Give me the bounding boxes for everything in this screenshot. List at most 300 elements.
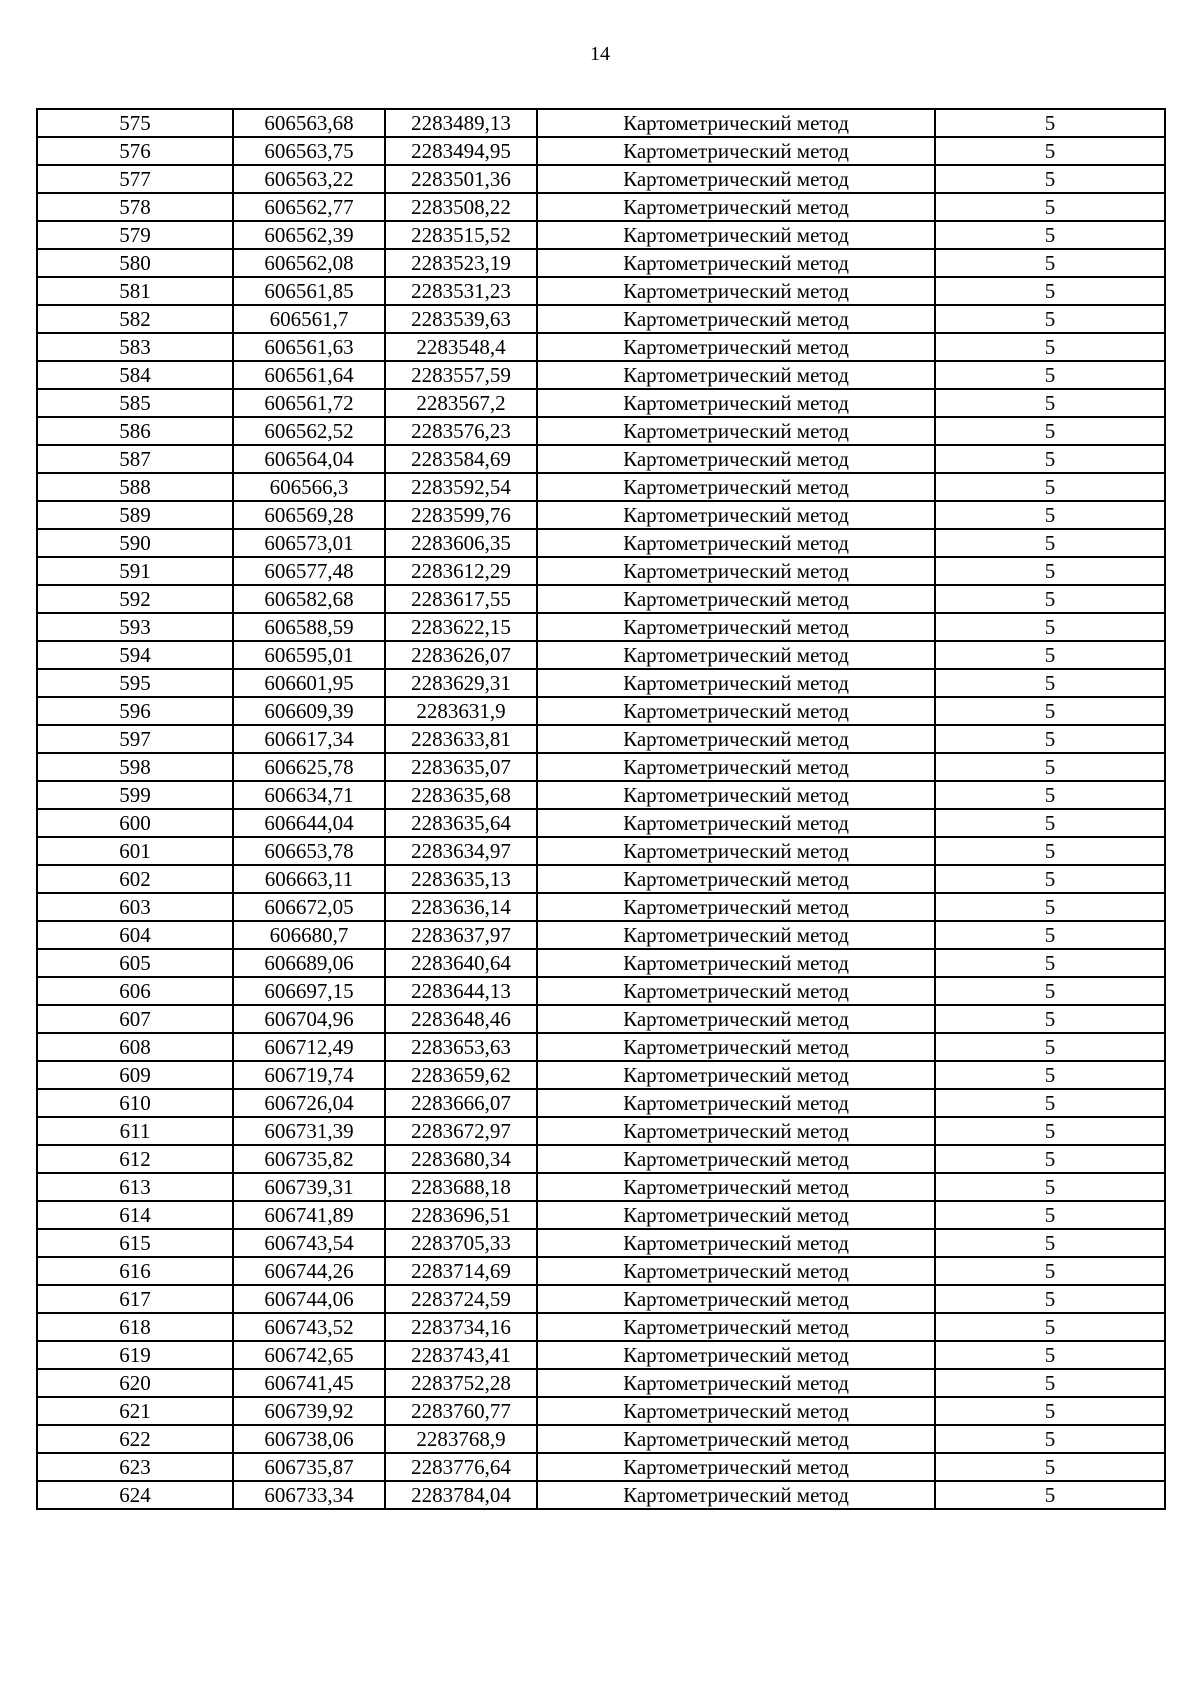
y-coordinate-cell: 2283724,59 [385, 1285, 537, 1313]
table-row [37, 1481, 1165, 1509]
point-number-cell: 622 [37, 1425, 233, 1453]
table-row [37, 977, 1165, 1005]
accuracy-cell: 5 [935, 725, 1165, 753]
point-number-cell: 591 [37, 557, 233, 585]
point-number-cell: 583 [37, 333, 233, 361]
y-coordinate-cell: 2283635,07 [385, 753, 537, 781]
point-number-cell: 608 [37, 1033, 233, 1061]
y-coordinate-cell: 2283584,69 [385, 445, 537, 473]
y-coordinate-cell: 2283489,13 [385, 109, 537, 137]
accuracy-cell: 5 [935, 809, 1165, 837]
point-number-cell: 618 [37, 1313, 233, 1341]
method-cell: Картометрический метод [537, 1005, 935, 1033]
table-row [37, 865, 1165, 893]
point-number-cell: 589 [37, 501, 233, 529]
accuracy-cell: 5 [935, 417, 1165, 445]
y-coordinate-cell: 2283531,23 [385, 277, 537, 305]
table-row [37, 1033, 1165, 1061]
accuracy-cell: 5 [935, 249, 1165, 277]
x-coordinate-cell: 606742,65 [233, 1341, 385, 1369]
point-number-cell: 592 [37, 585, 233, 613]
point-number-cell: 602 [37, 865, 233, 893]
x-coordinate-cell: 606588,59 [233, 613, 385, 641]
method-cell: Картометрический метод [537, 949, 935, 977]
method-cell: Картометрический метод [537, 193, 935, 221]
x-coordinate-cell: 606561,72 [233, 389, 385, 417]
x-coordinate-cell: 606562,08 [233, 249, 385, 277]
method-cell: Картометрический метод [537, 165, 935, 193]
method-cell: Картометрический метод [537, 1481, 935, 1509]
y-coordinate-cell: 2283768,9 [385, 1425, 537, 1453]
accuracy-cell: 5 [935, 557, 1165, 585]
point-number-cell: 586 [37, 417, 233, 445]
method-cell: Картометрический метод [537, 389, 935, 417]
accuracy-cell: 5 [935, 1061, 1165, 1089]
table-row [37, 305, 1165, 333]
accuracy-cell: 5 [935, 529, 1165, 557]
method-cell: Картометрический метод [537, 1425, 935, 1453]
x-coordinate-cell: 606625,78 [233, 753, 385, 781]
x-coordinate-cell: 606712,49 [233, 1033, 385, 1061]
accuracy-cell: 5 [935, 1117, 1165, 1145]
accuracy-cell: 5 [935, 697, 1165, 725]
x-coordinate-cell: 606634,71 [233, 781, 385, 809]
point-number-cell: 620 [37, 1369, 233, 1397]
x-coordinate-cell: 606573,01 [233, 529, 385, 557]
method-cell: Картометрический метод [537, 249, 935, 277]
accuracy-cell: 5 [935, 865, 1165, 893]
accuracy-cell: 5 [935, 473, 1165, 501]
y-coordinate-cell: 2283636,14 [385, 893, 537, 921]
table-row [37, 221, 1165, 249]
x-coordinate-cell: 606726,04 [233, 1089, 385, 1117]
y-coordinate-cell: 2283606,35 [385, 529, 537, 557]
y-coordinate-cell: 2283696,51 [385, 1201, 537, 1229]
x-coordinate-cell: 606735,82 [233, 1145, 385, 1173]
point-number-cell: 577 [37, 165, 233, 193]
x-coordinate-cell: 606704,96 [233, 1005, 385, 1033]
accuracy-cell: 5 [935, 1257, 1165, 1285]
x-coordinate-cell: 606601,95 [233, 669, 385, 697]
point-number-cell: 614 [37, 1201, 233, 1229]
y-coordinate-cell: 2283734,16 [385, 1313, 537, 1341]
x-coordinate-cell: 606680,7 [233, 921, 385, 949]
point-number-cell: 600 [37, 809, 233, 837]
accuracy-cell: 5 [935, 1173, 1165, 1201]
table-row [37, 333, 1165, 361]
method-cell: Картометрический метод [537, 473, 935, 501]
table-row [37, 1453, 1165, 1481]
y-coordinate-cell: 2283626,07 [385, 641, 537, 669]
accuracy-cell: 5 [935, 221, 1165, 249]
point-number-cell: 593 [37, 613, 233, 641]
method-cell: Картометрический метод [537, 109, 935, 137]
point-number-cell: 578 [37, 193, 233, 221]
point-number-cell: 609 [37, 1061, 233, 1089]
table-row [37, 1313, 1165, 1341]
table-row [37, 613, 1165, 641]
point-number-cell: 601 [37, 837, 233, 865]
y-coordinate-cell: 2283501,36 [385, 165, 537, 193]
y-coordinate-cell: 2283743,41 [385, 1341, 537, 1369]
table-row [37, 165, 1165, 193]
accuracy-cell: 5 [935, 1285, 1165, 1313]
y-coordinate-cell: 2283523,19 [385, 249, 537, 277]
accuracy-cell: 5 [935, 893, 1165, 921]
point-number-cell: 576 [37, 137, 233, 165]
x-coordinate-cell: 606563,22 [233, 165, 385, 193]
method-cell: Картометрический метод [537, 921, 935, 949]
accuracy-cell: 5 [935, 1313, 1165, 1341]
point-number-cell: 613 [37, 1173, 233, 1201]
method-cell: Картометрический метод [537, 1033, 935, 1061]
y-coordinate-cell: 2283752,28 [385, 1369, 537, 1397]
y-coordinate-cell: 2283635,68 [385, 781, 537, 809]
x-coordinate-cell: 606672,05 [233, 893, 385, 921]
method-cell: Картометрический метод [537, 501, 935, 529]
point-number-cell: 607 [37, 1005, 233, 1033]
method-cell: Картометрический метод [537, 781, 935, 809]
x-coordinate-cell: 606743,52 [233, 1313, 385, 1341]
y-coordinate-cell: 2283784,04 [385, 1481, 537, 1509]
y-coordinate-cell: 2283760,77 [385, 1397, 537, 1425]
x-coordinate-cell: 606561,7 [233, 305, 385, 333]
point-number-cell: 596 [37, 697, 233, 725]
point-number-cell: 581 [37, 277, 233, 305]
point-number-cell: 615 [37, 1229, 233, 1257]
y-coordinate-cell: 2283640,64 [385, 949, 537, 977]
table-row [37, 361, 1165, 389]
table-row [37, 473, 1165, 501]
x-coordinate-cell: 606731,39 [233, 1117, 385, 1145]
table-row [37, 529, 1165, 557]
y-coordinate-cell: 2283617,55 [385, 585, 537, 613]
accuracy-cell: 5 [935, 165, 1165, 193]
method-cell: Картометрический метод [537, 585, 935, 613]
accuracy-cell: 5 [935, 781, 1165, 809]
accuracy-cell: 5 [935, 193, 1165, 221]
table-row [37, 1257, 1165, 1285]
method-cell: Картометрический метод [537, 557, 935, 585]
coordinates-table-body [37, 109, 1165, 1509]
table-row [37, 949, 1165, 977]
method-cell: Картометрический метод [537, 1285, 935, 1313]
method-cell: Картометрический метод [537, 277, 935, 305]
method-cell: Картометрический метод [537, 445, 935, 473]
table-row [37, 1089, 1165, 1117]
table-row [37, 893, 1165, 921]
y-coordinate-cell: 2283635,64 [385, 809, 537, 837]
method-cell: Картометрический метод [537, 1257, 935, 1285]
accuracy-cell: 5 [935, 641, 1165, 669]
point-number-cell: 599 [37, 781, 233, 809]
point-number-cell: 584 [37, 361, 233, 389]
y-coordinate-cell: 2283635,13 [385, 865, 537, 893]
y-coordinate-cell: 2283637,97 [385, 921, 537, 949]
y-coordinate-cell: 2283631,9 [385, 697, 537, 725]
method-cell: Картометрический метод [537, 893, 935, 921]
y-coordinate-cell: 2283633,81 [385, 725, 537, 753]
method-cell: Картометрический метод [537, 809, 935, 837]
method-cell: Картометрический метод [537, 641, 935, 669]
accuracy-cell: 5 [935, 277, 1165, 305]
point-number-cell: 606 [37, 977, 233, 1005]
method-cell: Картометрический метод [537, 1369, 935, 1397]
point-number-cell: 604 [37, 921, 233, 949]
method-cell: Картометрический метод [537, 1201, 935, 1229]
accuracy-cell: 5 [935, 305, 1165, 333]
accuracy-cell: 5 [935, 1201, 1165, 1229]
y-coordinate-cell: 2283634,97 [385, 837, 537, 865]
method-cell: Картометрический метод [537, 137, 935, 165]
table-row [37, 249, 1165, 277]
x-coordinate-cell: 606644,04 [233, 809, 385, 837]
method-cell: Картометрический метод [537, 305, 935, 333]
table-row [37, 669, 1165, 697]
point-number-cell: 594 [37, 641, 233, 669]
point-number-cell: 605 [37, 949, 233, 977]
table-row [37, 109, 1165, 137]
accuracy-cell: 5 [935, 949, 1165, 977]
accuracy-cell: 5 [935, 1005, 1165, 1033]
table-row [37, 193, 1165, 221]
x-coordinate-cell: 606663,11 [233, 865, 385, 893]
accuracy-cell: 5 [935, 585, 1165, 613]
method-cell: Картометрический метод [537, 977, 935, 1005]
x-coordinate-cell: 606609,39 [233, 697, 385, 725]
y-coordinate-cell: 2283644,13 [385, 977, 537, 1005]
y-coordinate-cell: 2283659,62 [385, 1061, 537, 1089]
y-coordinate-cell: 2283494,95 [385, 137, 537, 165]
coordinates-table [36, 108, 1166, 1510]
accuracy-cell: 5 [935, 1481, 1165, 1509]
accuracy-cell: 5 [935, 1033, 1165, 1061]
accuracy-cell: 5 [935, 501, 1165, 529]
method-cell: Картометрический метод [537, 529, 935, 557]
x-coordinate-cell: 606562,77 [233, 193, 385, 221]
x-coordinate-cell: 606561,63 [233, 333, 385, 361]
table-row [37, 445, 1165, 473]
x-coordinate-cell: 606689,06 [233, 949, 385, 977]
accuracy-cell: 5 [935, 389, 1165, 417]
point-number-cell: 579 [37, 221, 233, 249]
page-number: 14 [590, 43, 610, 65]
point-number-cell: 621 [37, 1397, 233, 1425]
accuracy-cell: 5 [935, 1453, 1165, 1481]
y-coordinate-cell: 2283592,54 [385, 473, 537, 501]
accuracy-cell: 5 [935, 977, 1165, 1005]
table-row [37, 1061, 1165, 1089]
method-cell: Картометрический метод [537, 1397, 935, 1425]
table-row [37, 1285, 1165, 1313]
accuracy-cell: 5 [935, 613, 1165, 641]
x-coordinate-cell: 606744,26 [233, 1257, 385, 1285]
y-coordinate-cell: 2283622,15 [385, 613, 537, 641]
method-cell: Картометрический метод [537, 1145, 935, 1173]
accuracy-cell: 5 [935, 921, 1165, 949]
x-coordinate-cell: 606617,34 [233, 725, 385, 753]
x-coordinate-cell: 606735,87 [233, 1453, 385, 1481]
accuracy-cell: 5 [935, 1369, 1165, 1397]
y-coordinate-cell: 2283653,63 [385, 1033, 537, 1061]
point-number-cell: 612 [37, 1145, 233, 1173]
method-cell: Картометрический метод [537, 1229, 935, 1257]
table-row [37, 1397, 1165, 1425]
table-row [37, 781, 1165, 809]
point-number-cell: 582 [37, 305, 233, 333]
table-row [37, 809, 1165, 837]
y-coordinate-cell: 2283629,31 [385, 669, 537, 697]
y-coordinate-cell: 2283515,52 [385, 221, 537, 249]
y-coordinate-cell: 2283776,64 [385, 1453, 537, 1481]
table-row [37, 417, 1165, 445]
y-coordinate-cell: 2283599,76 [385, 501, 537, 529]
point-number-cell: 624 [37, 1481, 233, 1509]
accuracy-cell: 5 [935, 109, 1165, 137]
x-coordinate-cell: 606566,3 [233, 473, 385, 501]
x-coordinate-cell: 606733,34 [233, 1481, 385, 1509]
accuracy-cell: 5 [935, 1145, 1165, 1173]
y-coordinate-cell: 2283567,2 [385, 389, 537, 417]
x-coordinate-cell: 606595,01 [233, 641, 385, 669]
table-row [37, 1229, 1165, 1257]
x-coordinate-cell: 606561,85 [233, 277, 385, 305]
x-coordinate-cell: 606563,75 [233, 137, 385, 165]
point-number-cell: 587 [37, 445, 233, 473]
point-number-cell: 597 [37, 725, 233, 753]
method-cell: Картометрический метод [537, 1313, 935, 1341]
x-coordinate-cell: 606744,06 [233, 1285, 385, 1313]
accuracy-cell: 5 [935, 137, 1165, 165]
point-number-cell: 598 [37, 753, 233, 781]
table-row [37, 837, 1165, 865]
method-cell: Картометрический метод [537, 1453, 935, 1481]
point-number-cell: 595 [37, 669, 233, 697]
table-row [37, 1425, 1165, 1453]
x-coordinate-cell: 606562,52 [233, 417, 385, 445]
y-coordinate-cell: 2283508,22 [385, 193, 537, 221]
method-cell: Картометрический метод [537, 613, 935, 641]
x-coordinate-cell: 606739,31 [233, 1173, 385, 1201]
method-cell: Картометрический метод [537, 753, 935, 781]
y-coordinate-cell: 2283557,59 [385, 361, 537, 389]
x-coordinate-cell: 606582,68 [233, 585, 385, 613]
point-number-cell: 623 [37, 1453, 233, 1481]
table-row [37, 725, 1165, 753]
x-coordinate-cell: 606741,45 [233, 1369, 385, 1397]
accuracy-cell: 5 [935, 1341, 1165, 1369]
table-row [37, 1369, 1165, 1397]
y-coordinate-cell: 2283714,69 [385, 1257, 537, 1285]
x-coordinate-cell: 606741,89 [233, 1201, 385, 1229]
y-coordinate-cell: 2283705,33 [385, 1229, 537, 1257]
method-cell: Картометрический метод [537, 1173, 935, 1201]
point-number-cell: 585 [37, 389, 233, 417]
accuracy-cell: 5 [935, 753, 1165, 781]
method-cell: Картометрический метод [537, 669, 935, 697]
table-row [37, 921, 1165, 949]
point-number-cell: 575 [37, 109, 233, 137]
x-coordinate-cell: 606564,04 [233, 445, 385, 473]
y-coordinate-cell: 2283672,97 [385, 1117, 537, 1145]
accuracy-cell: 5 [935, 445, 1165, 473]
table-row [37, 1341, 1165, 1369]
x-coordinate-cell: 606697,15 [233, 977, 385, 1005]
table-row [37, 1145, 1165, 1173]
table-row [37, 1005, 1165, 1033]
table-row [37, 641, 1165, 669]
point-number-cell: 590 [37, 529, 233, 557]
x-coordinate-cell: 606719,74 [233, 1061, 385, 1089]
method-cell: Картометрический метод [537, 221, 935, 249]
y-coordinate-cell: 2283688,18 [385, 1173, 537, 1201]
point-number-cell: 610 [37, 1089, 233, 1117]
method-cell: Картометрический метод [537, 725, 935, 753]
x-coordinate-cell: 606738,06 [233, 1425, 385, 1453]
point-number-cell: 603 [37, 893, 233, 921]
table-row [37, 277, 1165, 305]
x-coordinate-cell: 606561,64 [233, 361, 385, 389]
y-coordinate-cell: 2283612,29 [385, 557, 537, 585]
method-cell: Картометрический метод [537, 333, 935, 361]
accuracy-cell: 5 [935, 837, 1165, 865]
x-coordinate-cell: 606653,78 [233, 837, 385, 865]
point-number-cell: 619 [37, 1341, 233, 1369]
accuracy-cell: 5 [935, 669, 1165, 697]
y-coordinate-cell: 2283666,07 [385, 1089, 537, 1117]
method-cell: Картометрический метод [537, 1089, 935, 1117]
point-number-cell: 580 [37, 249, 233, 277]
table-row [37, 753, 1165, 781]
point-number-cell: 616 [37, 1257, 233, 1285]
table-row [37, 557, 1165, 585]
y-coordinate-cell: 2283680,34 [385, 1145, 537, 1173]
x-coordinate-cell: 606562,39 [233, 221, 385, 249]
table-row [37, 1201, 1165, 1229]
x-coordinate-cell: 606569,28 [233, 501, 385, 529]
x-coordinate-cell: 606577,48 [233, 557, 385, 585]
accuracy-cell: 5 [935, 333, 1165, 361]
method-cell: Картометрический метод [537, 417, 935, 445]
point-number-cell: 617 [37, 1285, 233, 1313]
table-row [37, 1173, 1165, 1201]
y-coordinate-cell: 2283648,46 [385, 1005, 537, 1033]
table-row [37, 1117, 1165, 1145]
point-number-cell: 611 [37, 1117, 233, 1145]
accuracy-cell: 5 [935, 1397, 1165, 1425]
y-coordinate-cell: 2283539,63 [385, 305, 537, 333]
table-row [37, 137, 1165, 165]
x-coordinate-cell: 606743,54 [233, 1229, 385, 1257]
table-row [37, 501, 1165, 529]
method-cell: Картометрический метод [537, 361, 935, 389]
method-cell: Картометрический метод [537, 837, 935, 865]
accuracy-cell: 5 [935, 1425, 1165, 1453]
table-row [37, 585, 1165, 613]
point-number-cell: 588 [37, 473, 233, 501]
method-cell: Картометрический метод [537, 1117, 935, 1145]
method-cell: Картометрический метод [537, 697, 935, 725]
method-cell: Картометрический метод [537, 865, 935, 893]
table-row [37, 389, 1165, 417]
accuracy-cell: 5 [935, 361, 1165, 389]
y-coordinate-cell: 2283548,4 [385, 333, 537, 361]
accuracy-cell: 5 [935, 1089, 1165, 1117]
table-row [37, 697, 1165, 725]
x-coordinate-cell: 606563,68 [233, 109, 385, 137]
method-cell: Картометрический метод [537, 1061, 935, 1089]
y-coordinate-cell: 2283576,23 [385, 417, 537, 445]
